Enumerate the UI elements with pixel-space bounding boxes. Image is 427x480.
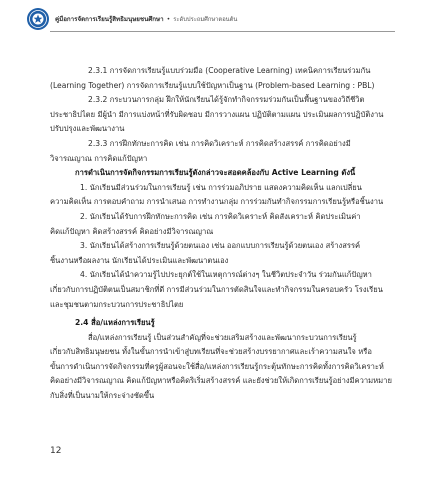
document-title: คู่มือการจัดการเรียนรู้สิทธิมนุษยชนศึกษา xyxy=(55,16,164,23)
header-separator: • xyxy=(166,15,171,23)
body-text-line: 1. นักเรียนมีส่วนร่วมในการเรียนรู้ เช่น การร่วมอภิปราย แสดงความคิดเห็น แลกเปลี่ยน xyxy=(80,182,362,192)
body-text-line: วิจารณญาณ การคิดแก้ปัญหา xyxy=(50,153,148,163)
body-text-line: ความคิดเห็น การตอบคำถาม การนำเสนอ การทำงานกลุ่ม การร่วมกันทำกิจกรรมการเรียนรู้หรือชิ้นงาน xyxy=(50,197,384,207)
body-text-line: ปรับปรุงและพัฒนางาน xyxy=(50,124,125,134)
body-text-line: 3. นักเรียนได้สร้างการเรียนรู้ด้วยตนเอง เช่น ออกแบบการเรียนรู้ด้วยตนเอง สร้างสรรค์ xyxy=(80,241,361,251)
body-text-line: 2.3.1 การจัดการเรียนรู้แบบร่วมมือ (Cooperative Learning) เทคนิคการเรียนร่วมกัน xyxy=(88,66,371,75)
body-text-line: เกี่ยวกับสิทธิมนุษยชน ทั้งในขั้นการนำเข้าสู่บทเรียนที่จะช่วยสร้างบรรยากาศและเร้าความสนใจ หรือ xyxy=(50,347,372,357)
body-text-line: ชิ้นงานหรือผลงาน นักเรียนได้ประเมินและพัฒนาตนเอง xyxy=(50,255,229,265)
body-text-line: กับสิ่งที่เป็นนามให้กระจ่างชัดขึ้น xyxy=(50,391,155,401)
body-text-line: ขั้นการดำเนินการจัดกิจกรรมที่ครูผู้สอนจะใช้สื่อ/แหล่งการเรียนรู้กระตุ้นทักษะการคิดทั้งการคิดวิเคราะห์ xyxy=(50,361,384,371)
body-text-line: 2.3.2 กระบวนการกลุ่ม ฝึกให้นักเรียนได้รู้จักทำกิจกรรมร่วมกันเป็นพื้นฐานของวิถีชีวิต xyxy=(88,95,365,105)
section-heading: 2.4 สื่อ/แหล่งการเรียนรู้ xyxy=(75,318,155,328)
organization-logo xyxy=(26,7,50,31)
body-text-line: คิดอย่างมีวิจารณญาณ คิดแก้ปัญหาหรือคิดริเริ่มสร้างสรรค์ และยังช่วยให้เกิดการเรียนรู้อย่างมีความหมาย xyxy=(50,376,392,386)
body-text-line: 4. นักเรียนได้นำความรู้ไปประยุกต์ใช้ในเหตุการณ์ต่างๆ ในชีวิตประจำวัน ร่วมกันแก้ปัญหา xyxy=(80,270,372,280)
document-body xyxy=(50,64,396,404)
body-text-line: คิดแก้ปัญหา คิดสร้างสรรค์ คิดอย่างมีวิจารณญาณ xyxy=(50,226,214,236)
section-heading: การดำเนินการจัดกิจกรรมการเรียนรู้ดังกล่าวจะสอดคล้องกับ Active Learning ดังนี้ xyxy=(75,168,356,178)
body-text-line: (Learning Together) การจัดการเรียนรู้แบบใช้ปัญหาเป็นฐาน (Problem-based Learning : PBL) xyxy=(50,80,375,90)
page-number: 12 xyxy=(50,446,62,456)
body-text-line: สื่อ/แหล่งการเรียนรู้ เป็นส่วนสำคัญที่จะช่วยเสริมสร้างและพัฒนากระบวนการเรียนรู้ xyxy=(88,332,357,342)
header-divider xyxy=(50,31,395,32)
body-text-line: 2. นักเรียนได้รับการฝึกทักษะการคิด เช่น การคิดวิเคราะห์ คิดสังเคราะห์ คิดประเมินค่า xyxy=(80,211,361,221)
page-header xyxy=(26,4,416,34)
body-text-line: เกี่ยวกับการปฏิบัติตนเป็นสมาชิกที่ดี การมีส่วนร่วมในการตัดสินใจและทำกิจกรรมในครอบครัว โรงเรียน xyxy=(50,284,383,294)
body-text-line: 2.3.3 การฝึกทักษะการคิด เช่น การคิดวิเคราะห์ การคิดสร้างสรรค์ การคิดอย่างมี xyxy=(88,138,351,148)
body-text-line: และชุมชนตามกระบวนการประชาธิปไตย xyxy=(50,299,184,309)
document-subtitle: ระดับประถมศึกษาตอนต้น xyxy=(173,17,238,23)
body-text-line: ประชาธิปไตย มีผู้นำ มีการแบ่งหน้าที่รับผิดชอบ มีการวางแผน ปฏิบัติตามแผน ประเมินผลการปฏิบัติงาน xyxy=(50,109,384,119)
